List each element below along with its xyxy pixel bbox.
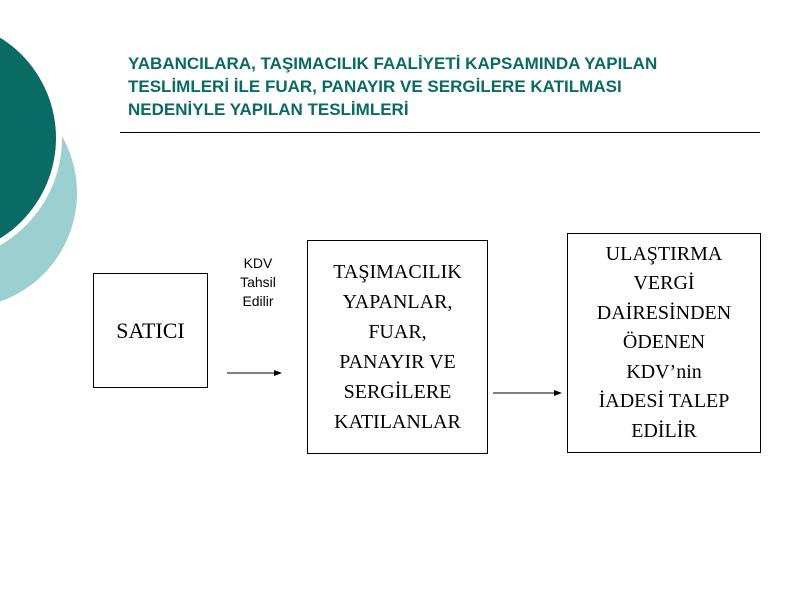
box-line: PANAYIR VE xyxy=(339,351,456,373)
tasimacilik-box xyxy=(307,240,488,454)
title-line: YABANCILARA, TAŞIMACILIK FAALİYETİ KAPSAMINDA YAPILAN xyxy=(128,54,658,73)
title-divider xyxy=(120,132,760,133)
box-line: KATILANLAR xyxy=(334,411,461,433)
box-line: KDV’nin xyxy=(626,360,702,383)
box-line: DAİRESİNDEN xyxy=(596,301,732,324)
box-line: SATICI xyxy=(116,317,185,343)
box-line: İADESİ TALEP xyxy=(598,390,730,413)
box-line: TAŞIMACILIK xyxy=(333,261,462,283)
box-line: ULAŞTIRMA xyxy=(605,242,723,265)
title-line: TESLİMLERİ İLE FUAR, PANAYIR VE SERGİLERE KATILMASI xyxy=(128,77,622,96)
arrow-satici-to-tasimacilik xyxy=(226,367,284,379)
edge-label-line: KDV xyxy=(243,255,273,271)
arrow-tasimacilik-to-ulastirma xyxy=(492,387,564,399)
kdv-tahsil-label xyxy=(226,254,290,311)
box-line: YAPANLAR, xyxy=(342,291,453,313)
edge-label-line: Edilir xyxy=(242,293,274,309)
box-line: ÖDENEN xyxy=(622,331,706,354)
slide-title xyxy=(128,52,768,121)
title-line: NEDENİYLE YAPILAN TESLİMLERİ xyxy=(128,100,409,119)
box-line: FUAR, xyxy=(368,321,427,343)
ulastirma-box xyxy=(567,233,761,453)
box-line: EDİLİR xyxy=(631,419,697,442)
decorative-circles xyxy=(0,0,120,320)
box-line: VERGİ xyxy=(633,272,695,295)
edge-label-line: Tahsil xyxy=(240,274,276,290)
box-line: SERGİLERE xyxy=(343,381,452,403)
satici-box xyxy=(93,273,208,388)
